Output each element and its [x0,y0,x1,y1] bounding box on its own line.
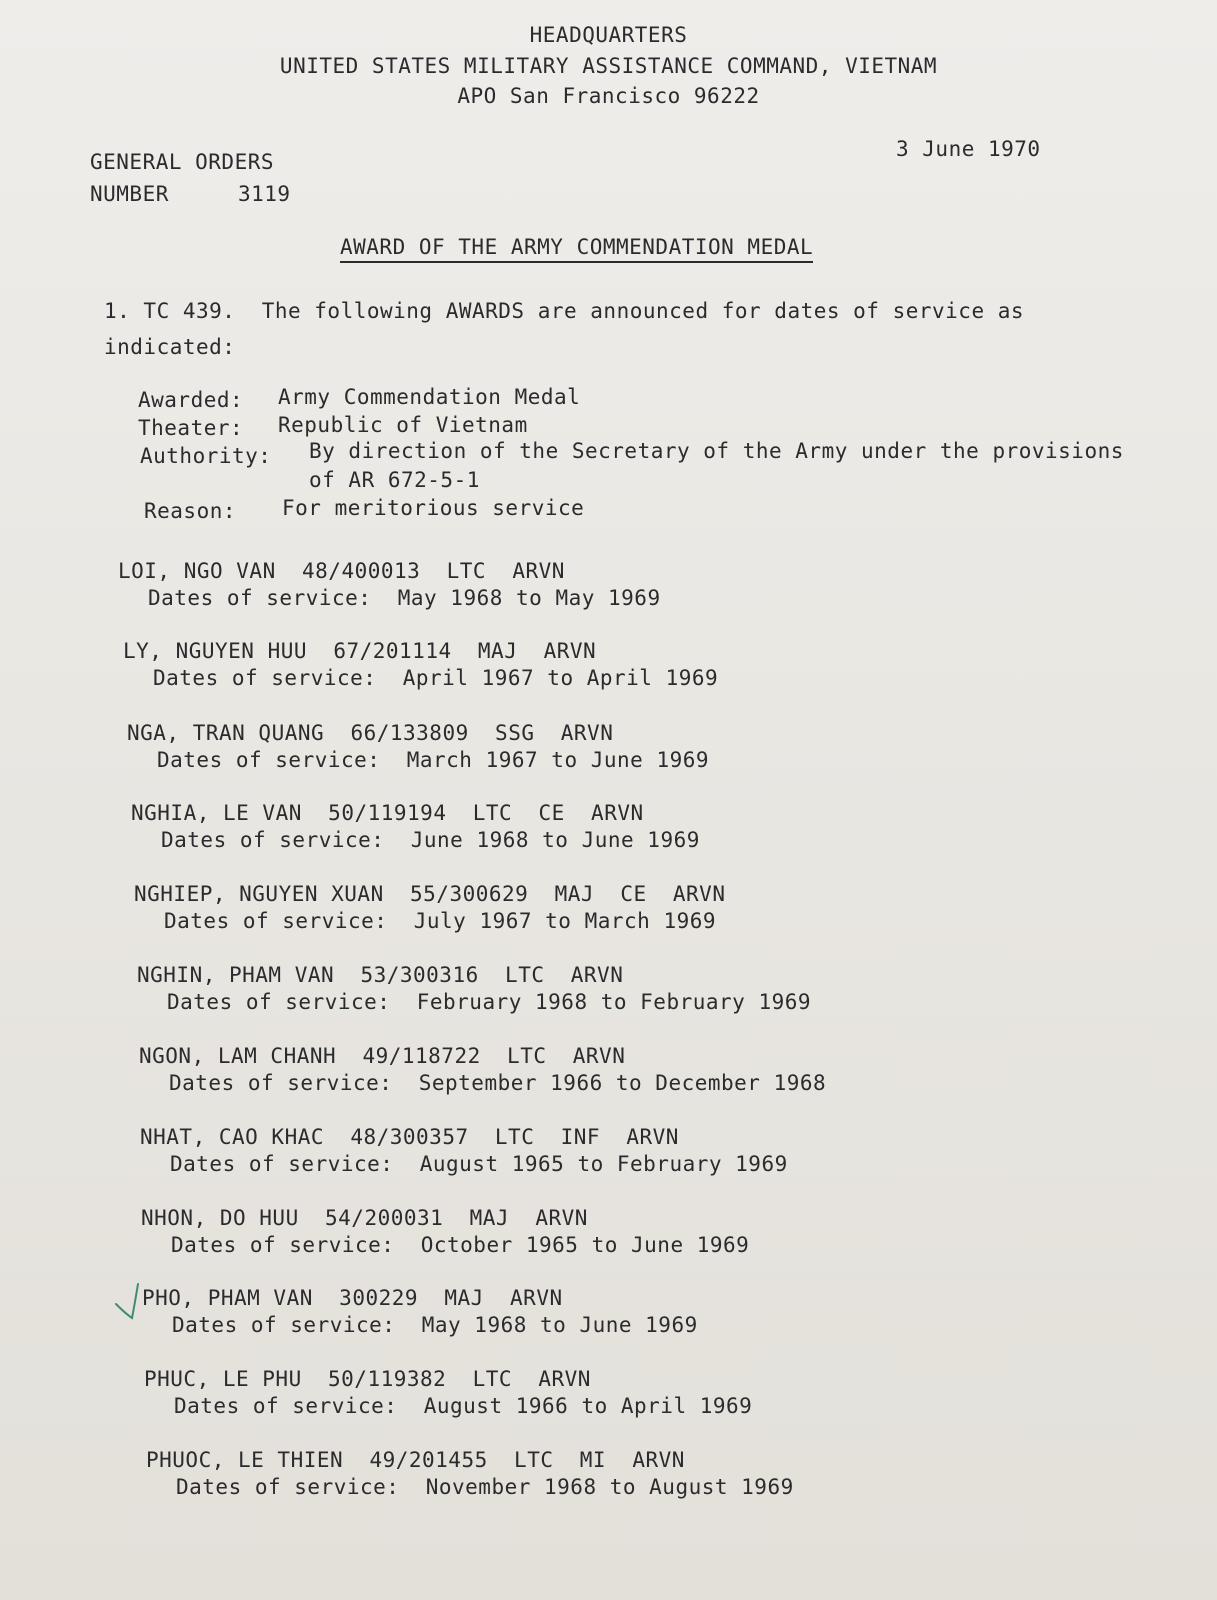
dates-of-service-value: October 1965 to June 1969 [420,1233,750,1257]
dates-of-service-label: Dates of service: [164,909,388,933]
award-title: AWARD OF THE ARMY COMMENDATION MEDAL [340,234,813,263]
recipient-entry [127,720,927,774]
check-mark-icon [112,1282,142,1322]
dates-of-service-label: Dates of service: [170,1152,394,1176]
recipient-service-number: 50/119194 [328,801,447,825]
recipient-entry [131,800,931,854]
awarded-label: Awarded: [138,388,244,412]
header-apo: APO San Francisco 96222 [457,84,760,108]
dates-of-service-value: August 1966 to April 1969 [423,1394,753,1418]
dates-of-service-label: Dates of service: [161,828,385,852]
dates-of-service-label: Dates of service: [174,1394,398,1418]
recipient-entry [134,881,934,935]
recipient-rank: MAJ ARVN [444,1286,563,1310]
paragraph-line-2: indicated: [104,335,236,359]
authority-label: Authority: [140,444,272,468]
recipient-service-number: 66/133809 [350,721,469,745]
recipient-name: NGHIA, LE VAN [131,801,302,825]
recipient-service-number: 50/119382 [328,1367,447,1391]
recipient-entry [142,1285,942,1339]
recipient-rank: MAJ ARVN [469,1206,588,1230]
recipient-rank: LTC MI ARVN [514,1448,685,1472]
recipient-name: NGON, LAM CHANH [139,1044,337,1068]
number-label: NUMBER [90,182,169,206]
general-orders-label: GENERAL ORDERS [90,150,275,174]
dates-of-service-label: Dates of service: [169,1071,393,1095]
dates-of-service-label: Dates of service: [157,748,381,772]
dates-of-service-label: Dates of service: [176,1475,400,1499]
recipient-rank: SSG ARVN [495,721,614,745]
recipient-entry [146,1447,946,1501]
awarded-value: Army Commendation Medal [278,385,581,409]
dates-of-service-value: September 1966 to December 1968 [418,1071,827,1095]
recipient-name: NGHIEP, NGUYEN XUAN [134,882,384,906]
header-headquarters: HEADQUARTERS [529,23,688,47]
authority-value: By direction of the Secretary of the Army under the provisions [309,439,1124,463]
dates-of-service-value: May 1968 to June 1969 [421,1313,698,1337]
reason-label: Reason: [144,499,237,523]
recipient-service-number: 67/201114 [333,639,452,663]
recipient-rank: MAJ CE ARVN [554,882,726,906]
recipient-name: PHUOC, LE THIEN [146,1448,344,1472]
recipient-entry [123,638,923,692]
dates-of-service-label: Dates of service: [148,586,372,610]
recipient-service-number: 49/201455 [369,1448,488,1472]
recipient-entry [118,558,918,612]
recipient-service-number: 300229 [339,1286,419,1310]
dates-of-service-label: Dates of service: [171,1233,395,1257]
recipient-rank: LTC ARVN [505,963,624,987]
paragraph-line-1: 1. TC 439. The following AWARDS are announced for dates of service as [104,299,1025,323]
recipient-entry [137,962,937,1016]
recipient-entry [139,1043,939,1097]
dates-of-service-label: Dates of service: [167,990,391,1014]
dates-of-service-value: March 1967 to June 1969 [406,748,710,772]
recipient-rank: LTC ARVN [446,559,565,583]
recipient-service-number: 53/300316 [360,963,479,987]
recipient-service-number: 48/300357 [350,1125,469,1149]
recipient-service-number: 54/200031 [325,1206,444,1230]
order-number: 3119 [238,182,291,206]
recipient-rank: LTC ARVN [507,1044,626,1068]
recipient-name: PHUC, LE PHU [144,1367,302,1391]
recipient-name: NGHIN, PHAM VAN [137,963,335,987]
order-date: 3 June 1970 [896,137,1041,161]
dates-of-service-label: Dates of service: [172,1313,396,1337]
recipient-name: NHON, DO HUU [141,1206,299,1230]
dates-of-service-value: June 1968 to June 1969 [410,828,700,852]
recipient-name: PHO, PHAM VAN [142,1286,313,1310]
recipient-service-number: 55/300629 [410,882,529,906]
recipient-rank: MAJ ARVN [477,639,597,663]
recipient-entry [141,1205,941,1259]
dates-of-service-value: August 1965 to February 1969 [419,1152,788,1176]
dates-of-service-value: May 1968 to May 1969 [397,586,661,610]
recipient-service-number: 49/118722 [362,1044,481,1068]
dates-of-service-value: April 1967 to April 1969 [402,666,719,690]
recipient-name: LOI, NGO VAN [118,559,276,583]
dates-of-service-value: July 1967 to March 1969 [413,909,717,933]
recipient-name: NHAT, CAO KHAC [140,1125,325,1149]
dates-of-service-value: November 1968 to August 1969 [425,1475,794,1499]
recipient-service-number: 48/400013 [302,559,421,583]
recipient-entry [140,1124,940,1178]
header-command: UNITED STATES MILITARY ASSISTANCE COMMAND, VIETNAM [279,54,938,78]
authority-value-continued: of AR 672-5-1 [309,468,480,492]
recipient-name: LY, NGUYEN HUU [123,639,308,663]
recipient-rank: LTC INF ARVN [494,1125,679,1149]
reason-value: For meritorious service [282,496,585,520]
recipient-name: NGA, TRAN QUANG [127,721,325,745]
dates-of-service-label: Dates of service: [153,666,377,690]
recipient-rank: LTC ARVN [472,1367,591,1391]
recipient-rank: LTC CE ARVN [472,801,644,825]
dates-of-service-value: February 1968 to February 1969 [416,990,812,1014]
theater-label: Theater: [138,416,244,440]
theater-value: Republic of Vietnam [278,413,528,437]
recipient-entry [144,1366,944,1420]
